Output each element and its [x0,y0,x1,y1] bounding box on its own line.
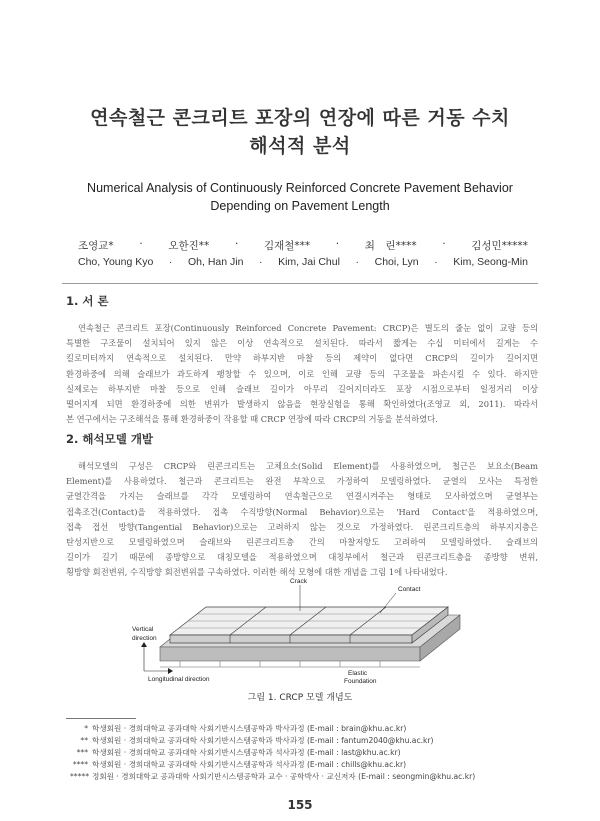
paragraph-line: 해석모델의 구성은 CRCP와 린콘크리트는 고체요소(Solid Element)를 사용하였으며, 철근은 보요소(Beam [78,461,538,471]
longitudinal-arrowhead [168,668,173,674]
model-paragraph [66,459,538,581]
english-title-line-1: Numerical Analysis of Continuously Reinforced Concrete Pavement Behavior [87,181,513,195]
contact-label: Contact [398,586,421,593]
footnote-4 [70,759,550,770]
paragraph-line: Element)를 사용하였다. 철근과 콘크리트는 완전 부착으로 가정하여 모델링하였다. 균열의 모사는 특정한 [66,476,538,487]
author-en-4: Choi, Lyn [374,256,419,268]
longitudinal-label: Longitudinal direction [148,676,210,683]
footnote-text: 정회원 · 경희대학교 공과대학 사회기반시스템공학과 교수 · 공학박사 · 교신저자 (E-mail : seongmin@khu.ac.kr) [92,772,476,781]
crack-label: Crack [290,578,307,585]
korean-title-line-2: 해석적 분석 [249,135,351,157]
paragraph-line: 접촉 접선 방향(Tangential Behavior)으로는 고려하지 않는 것으로 가정하였다. 린콘크리트층의 하부지지층은 [66,521,538,532]
author-en-5: Kim, Seong-Min [453,256,528,268]
author-en-2: Oh, Han Jin [187,256,244,268]
paragraph-line: 환경하중에 의해 슬래브가 과도하게 팽창할 수 있으며, 이로 인해 교량 등의 구조물을 파손시킬 수 있다. 하지만 [66,368,538,379]
footnote-1 [70,723,550,734]
footnote-text: 학생회원 · 경희대학교 공과대학 사회기반시스템공학과 석사과정 (E-mail : last@khu.ac.kr) [92,748,401,757]
author-separator: · [139,238,143,250]
footnote-3 [70,747,550,758]
paragraph-line: 실제로는 하부지반 마찰 등으로 인해 슬래브 길이가 아무리 길어지더라도 포장 시점으로부터 일정거리 이상 [66,383,538,394]
page-number: 155 [287,798,313,812]
author-separator: · [234,238,239,250]
paragraph-line: 균열간격을 가지는 슬래브를 각각 모델링하여 연속철근으로 연결시켜주는 형태로 모사하였으며 균열부는 [66,491,538,502]
paragraph-line: 길이가 길기 때문에 종방향으로 대칭모델을 적용하였으며 대칭부에서 철근과 린콘크리트층을 종방향 변위, [66,552,538,563]
section-heading-introduction: 1. 서 론 [66,294,109,308]
english-title-line-2: Depending on Pavement Length [210,199,390,213]
authors-korean [78,238,528,253]
introduction-paragraph [66,321,538,427]
section-heading-model: 2. 해석모델 개발 [66,432,154,446]
footnote-text: 학생회원 · 경희대학교 공과대학 사회기반시스템공학과 박사과정 (E-mail : fantum2040@khu.ac.kr) [92,736,434,745]
crcp-model-figure [130,575,470,685]
author-separator: · [335,238,340,250]
footnote-mark: **** [72,760,88,769]
paragraph-line: 접촉조건(Contact)을 적용하였다. 접촉 수직방향(Normal Behavior)으로는 'Hard Contact'을 적용하였으며, [66,506,538,517]
footnote-mark: ***** [70,772,89,781]
foundation-label: Foundation [344,678,377,685]
author-ko-2: 오한진** [168,240,210,252]
vertical-label: Vertical [132,626,154,633]
footnote-text: 학생회원 · 경희대학교 공과대학 사회기반시스템공학과 석사과정 (E-mail : chills@khu.ac.kr) [92,760,407,769]
paragraph-line: 떨어지게 되면 환경하중에 의한 변위가 발생하지 않음을 현장실험을 통해 확인하였다(조영교 외, 2011). 따라서 [66,399,538,410]
footnote-mark: * [84,724,88,733]
footnote-5 [70,771,550,782]
paragraph-line: 횡방향 회전변위, 수직방향 회전변위를 구속하였다. 이러한 해석 모형에 대한 개념을 그림 1에 나타내었다. [66,567,448,578]
author-separator: · [168,256,173,268]
footnote-2 [70,735,550,746]
author-ko-3: 김재철*** [263,240,311,252]
author-ko-4: 최 린**** [364,240,417,252]
footnote-text: 학생회원 · 경희대학교 공과대학 사회기반시스템공학과 박사과정 (E-mail : brain@khu.ac.kr) [92,724,407,733]
crcp-slab-front [170,635,412,643]
lean-concrete-front [160,647,420,661]
vertical-arrowhead [141,642,147,647]
author-separator: · [434,256,438,268]
paragraph-line: 본 연구에서는 구조해석을 통해 환경하중이 작용할 때 CRCP 연장에 따라 CRCP의 거동을 분석하였다. [66,414,438,425]
elastic-label: Elastic [348,670,368,677]
authors-english [78,256,528,268]
paragraph-line: 연속철근 콘크리트 포장(Continuously Reinforced Concrete Pavement: CRCP)은 별도의 줄눈 없이 교량 등의 [78,323,538,333]
footnote-mark: ** [80,736,88,745]
header-divider [62,283,538,284]
paragraph-line: 킬로미터까지 연속적으로 설치된다. 만약 하부지반 마찰 등의 제약이 없다면 CRCP의 길이가 길어지면 [66,353,538,364]
footnote-mark: *** [76,748,88,757]
figure-caption: 그림 1. CRCP 모델 개념도 [247,693,353,703]
direction-label: direction [132,635,157,642]
author-separator: · [259,256,263,268]
elastic-foundation-springs [160,661,420,667]
korean-title-line-1: 연속철근 콘크리트 포장의 연장에 따른 거동 수치 [90,107,510,129]
paragraph-line: 특별한 구조물이 설치되어 있지 않은 이상 연속적으로 설치된다. 따라서 짧게는 수십 미터에서 길게는 수 [66,338,538,349]
author-separator: · [355,256,360,268]
paragraph-line: 탄성지반으로 모델링하였으며 슬래브와 린콘크리트층 간의 마찰저항도 고려하여 모델링하였다. 슬래브의 [66,537,538,548]
author-separator: · [442,238,446,250]
author-ko-5: 김성민***** [471,240,528,252]
author-ko-1: 조영교* [78,240,114,252]
footnote-divider [66,718,136,719]
author-en-1: Cho, Young Kyo [78,256,154,268]
author-en-3: Kim, Jai Chul [278,256,340,268]
